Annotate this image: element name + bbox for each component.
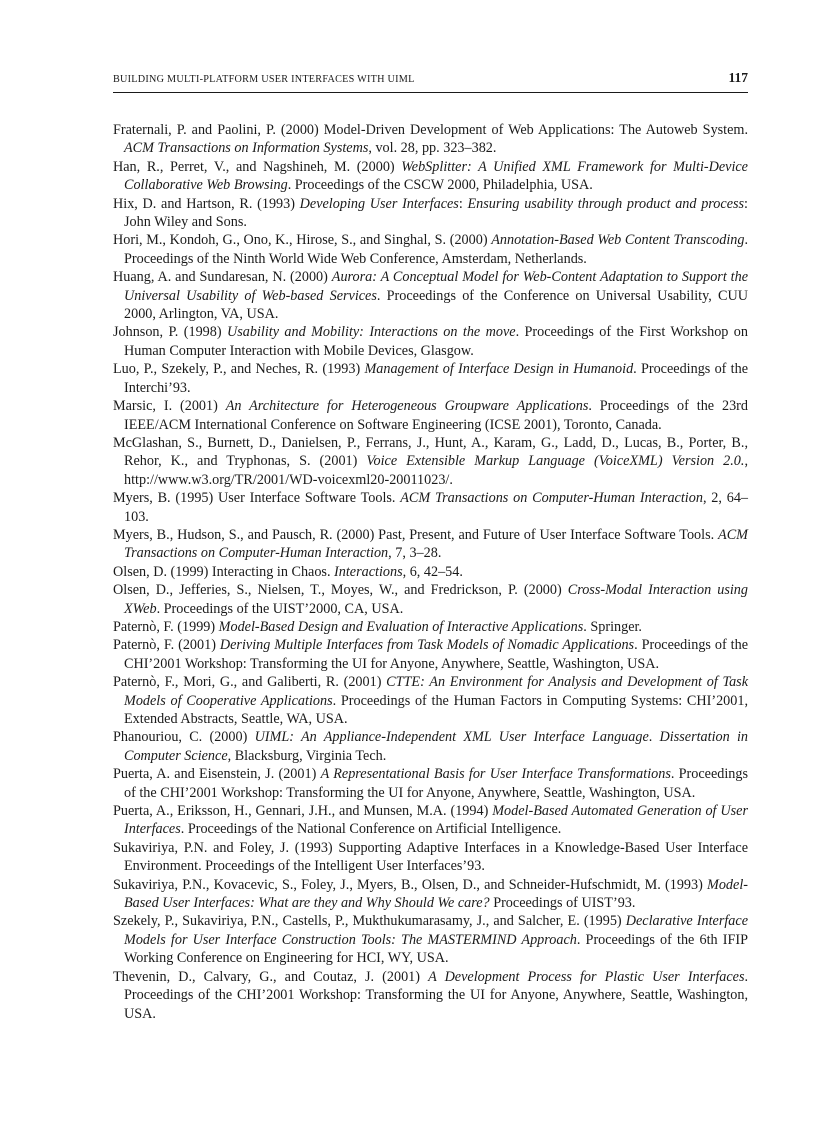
reference-title-italic: Declarative Interface Models for User Interface Construction Tools: The MASTERMIND Approach [124,913,748,948]
reference-text: Han, R., Perret, V., and Nagshineh, M. (2000) [113,158,402,175]
reference-title-italic: Developing User Interfaces [299,195,459,212]
reference-text: Fraternali, P. and Paolini, P. (2000) Model-Driven Development of Web Applications: The Autoweb System. [113,122,748,138]
reference-text: . [648,729,660,746]
reference-text: . Proceedings of the Conference on Universal Usability, CUU 2000, Arlington, VA, USA. [124,287,748,323]
reference-text: Hix, D. and Hartson, R. (1993) [113,195,300,212]
reference-text: Myers, B., Hudson, S., and Pausch, R. (2000) Past, Present, and Future of User Interface Software Tools. [113,526,719,543]
reference-title-italic: Model-Based User Interfaces: What are they and Why Should We care? [124,876,748,912]
reference-title-italic: WebSplitter: A Unified XML Framework for Multi-Device Collaborative Web Browsing [124,158,748,194]
reference-text: Puerta, A. and Eisenstein, J. (2001) [113,766,321,783]
reference-text: Myers, B. (1995) User Interface Software Tools. [113,490,401,507]
reference-text: . Proceedings of the 6th IFIP Working Conference on Engineering for HCI, WY, USA. [124,931,748,967]
reference-entry [113,765,748,802]
reference-title-italic: Cross-Modal Interaction using XWeb [124,582,748,617]
reference-title-italic: CTTE: An Environment for Analysis and Development of Task Models of Cooperative Applications [124,674,748,709]
reference-title-italic: ACM Transactions on Computer-Human Interaction [400,490,703,507]
reference-entry [113,158,748,195]
reference-title-italic: Model-Based Design and Evaluation of Interactive Applications [218,618,584,635]
reference-list [113,121,748,1023]
reference-entry [113,618,748,636]
reference-text: . Proceedings of the Human Factors in Computing Systems: CHI’2001, Extended Abstracts, Seattle, WA, USA. [124,692,748,727]
reference-text: Marsic, I. (2001) [113,398,226,415]
reference-text: Huang, A. and Sundaresan, N. (2000) [113,269,332,286]
reference-entry [113,434,748,489]
reference-text: Proceedings of UIST’93. [489,895,636,912]
reference-title-italic: Voice Extensible Markup Language (VoiceXML) Version 2.0. [366,453,745,470]
reference-entry [113,526,748,563]
reference-entry [113,876,748,913]
reference-entry [113,728,748,765]
reference-text: , vol. 28, pp. 323–382. [368,140,497,157]
reference-text: . Springer. [583,618,642,635]
reference-title-italic: Usability and Mobility: Interactions on the move [226,324,516,341]
reference-text: Phanouriou, C. (2000) [113,729,255,746]
reference-text: Olsen, D. (1999) Interacting in Chaos. [113,563,335,580]
reference-text: . Proceedings of the 23rd IEEE/ACM International Conference on Software Engineering (ICSE 2001), Toronto, Canada. [124,398,748,433]
reference-text: , Blacksburg, Virginia Tech. [227,747,387,764]
reference-text: . Proceedings of the CHI’2001 Workshop: Transforming the UI for Anyone, Anywhere, Seattle, Washington, USA. [124,766,748,801]
reference-text: McGlashan, S., Burnett, D., Danielsen, P., Ferrans, J., Hunt, A., Karam, G., Ladd, D., Lucas, B., Porter, B., Rehor, K., and Tryphonas, S. (2001) [113,434,748,470]
reference-entry [113,489,748,526]
reference-text: Sukaviriya, P.N. and Foley, J. (1993) Supporting Adaptive Interfaces in a Knowledge-Based User Interface Environment. Proceedings of the Intelligent User Interfaces’93. [113,839,748,875]
reference-text: Puerta, A., Eriksson, H., Gennari, J.H., and Munsen, M.A. (1994) [113,803,493,820]
reference-title-italic: Management of Interface Design in Humanoid [364,361,634,378]
reference-title-italic: Ensuring usability through product and process [467,195,745,212]
reference-entry [113,231,748,268]
reference-text: Hori, M., Kondoh, G., Ono, K., Hirose, S., and Singhal, S. (2000) [113,232,492,249]
reference-title-italic: A Representational Basis for User Interface Transformations [320,766,671,783]
reference-title-italic: ACM Transactions on Information Systems [124,140,369,157]
reference-text: Sukaviriya, P.N., Kovacevic, S., Foley, J., Myers, B., Olsen, D., and Schneider-Hufschmidt, M. (1993) [113,876,708,893]
reference-text: . Proceedings of the CSCW 2000, Philadelphia, USA. [287,177,593,194]
reference-title-italic: A Development Process for Plastic User Interfaces [428,968,745,985]
reference-text: Paternò, F., Mori, G., and Galiberti, R. (2001) [113,674,387,691]
reference-entry [113,636,748,673]
reference-entry [113,323,748,360]
reference-title-italic: An Architecture for Heterogeneous Groupware Applications [225,398,589,415]
reference-text: , 7, 3–28. [388,545,442,562]
reference-entry [113,581,748,618]
reference-text: Thevenin, D., Calvary, G., and Coutaz, J. (2001) [113,968,429,985]
reference-title-italic: UIML: An Appliance-Independent XML User Interface Language [254,729,649,746]
reference-entry [113,195,748,232]
reference-title-italic: ACM Transactions on Computer-Human Interaction [124,526,748,562]
reference-entry [113,121,748,158]
running-title: BUILDING MULTI-PLATFORM USER INTERFACES WITH UIML [113,74,415,85]
reference-title-italic: Model-Based Automated Generation of User Interfaces [124,803,748,838]
reference-entry [113,802,748,839]
reference-text: Paternò, F. (1999) [113,618,219,635]
reference-title-italic: Dissertation in Computer Science [124,729,748,764]
reference-entry [113,360,748,397]
reference-text: , http://www.w3.org/TR/2001/WD-voicexml20-20011023/. [124,453,748,488]
reference-text: . Proceedings of the UIST’2000, CA, USA. [156,600,404,617]
reference-entry [113,563,748,581]
reference-entry [113,673,748,728]
reference-text: . Proceedings of the National Conference on Artificial Intelligence. [180,821,562,838]
reference-text: Luo, P., Szekely, P., and Neches, R. (1993) [113,361,365,378]
reference-text: Johnson, P. (1998) [113,324,227,341]
reference-text: : John Wiley and Sons. [124,195,748,231]
reference-entry [113,912,748,967]
reference-title-italic: Aurora: A Conceptual Model for Web-Content Adaptation to Support the Universal Usability of Web-based Services [124,269,748,304]
reference-text: , 6, 42–54. [402,563,463,580]
reference-text: , 2, 64–103. [124,490,749,525]
reference-text: Paternò, F. (2001) [113,637,220,654]
reference-text: : [458,195,468,212]
reference-title-italic: Annotation-Based Web Content Transcoding [491,232,745,249]
reference-title-italic: Deriving Multiple Interfaces from Task Models of Nomadic Applications [219,637,635,654]
reference-text: . Proceedings of the CHI’2001 Workshop: Transforming the UI for Anyone, Anywhere, Seattle, Washington, USA. [124,968,749,1022]
reference-entry [113,268,748,323]
page-number: 117 [728,70,748,85]
reference-entry [113,968,748,1023]
reference-title-italic: Interactions [334,563,403,580]
reference-text: . Proceedings of the First Workshop on Human Computer Interaction with Mobile Devices, Glasgow. [124,324,748,359]
reference-text: . Proceedings of the Interchi’93. [124,361,748,396]
running-header [113,70,748,93]
reference-text: . Proceedings of the Ninth World Wide Web Conference, Amsterdam, Netherlands. [124,232,749,267]
reference-text: Szekely, P., Sukaviriya, P.N., Castells, P., Mukthukumarasamy, J., and Salcher, E. (1995) [113,913,626,930]
reference-entry [113,397,748,434]
reference-text: . Proceedings of the CHI’2001 Workshop: Transforming the UI for Anyone, Anywhere, Seattle, Washington, USA. [124,637,748,672]
reference-text: Olsen, D., Jefferies, S., Nielsen, T., Moyes, W., and Fredrickson, P. (2000) [113,582,568,599]
reference-entry [113,839,748,876]
